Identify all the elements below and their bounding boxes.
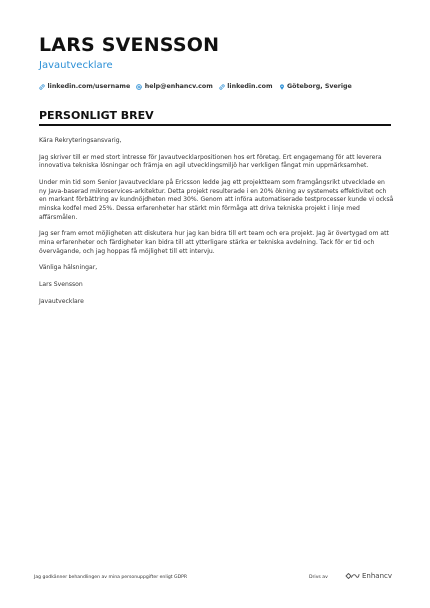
contact-location xyxy=(279,83,352,90)
header xyxy=(39,33,399,90)
letter-paragraph-intro: Jag skriver till er med stort intresse för Javautvecklarpositionen hos ert företag. Ert engagemang för att leverera innovativa tekniska lösningar och främja en agil utvecklingsmiljö har verkligen fångat min uppmärksamhet. xyxy=(39,153,382,170)
brand-link[interactable] xyxy=(345,572,392,580)
contact-location-text: Göteborg, Sverige xyxy=(287,83,352,90)
contact-row xyxy=(39,83,399,90)
gdpr-consent: Jag godkänner behandlingen av mina personuppgifter enligt GDPR xyxy=(34,575,188,580)
letter-closing: Vänliga hälsningar, xyxy=(39,264,98,272)
section-title: PERSONLIGT BREV xyxy=(39,110,391,126)
location-pin-icon xyxy=(279,84,285,90)
contact-email-text: help@enhancv.com xyxy=(144,83,213,90)
link-icon xyxy=(219,84,225,90)
at-icon xyxy=(136,84,142,90)
signature-name: Lars Svensson xyxy=(39,281,83,289)
contact-linkedin[interactable] xyxy=(219,83,273,90)
letter-body xyxy=(39,137,394,315)
applicant-name: LARS SVENSSON xyxy=(39,34,220,56)
signature-title: Javautvecklare xyxy=(39,297,84,305)
letter-paragraph-closing: Jag ser fram emot möjligheten att diskutera hur jag kan bidra till ert team och era projekt. Jag är övertygad om att mina erfarenheter och färdigheter kan bidra till att ytterligare stärka er tekniska avdelning. Tack för er tid och övervägande, och jag hoppas få möjlighet till ett intervju. xyxy=(39,230,389,255)
powered-by-label: Drivs av xyxy=(309,575,328,580)
contact-linkedin-username[interactable] xyxy=(39,83,130,90)
brand-name: Enhancv xyxy=(362,572,393,580)
enhancv-logo-icon xyxy=(345,572,360,580)
letter-salutation: Kära Rekryteringsansvarig, xyxy=(39,137,122,144)
footer xyxy=(34,571,404,585)
letter-paragraph-experience: Under min tid som Senior Javautvecklare på Ericsson ledde jag ett projektteam som framgångsrikt utvecklade en ny Java-baserad mikroservices-arkitektur. Detta projekt resulterade i en 20% ökning av systemets effektivitet och en markant förbättring av kundnöjdheten med 30%. Genom att införa automatiserade testprocesser kunde vi också minska kodfel med 25%. Dessa erfarenheter har stärkt min förmåga att driva tekniska projekt i linje med affärsmålen. xyxy=(39,179,394,221)
contact-linkedin-text: linkedin.com xyxy=(227,83,273,90)
applicant-role: Javautvecklare xyxy=(39,60,113,71)
contact-linkedin-username-text: linkedin.com/username xyxy=(47,83,131,90)
contact-email[interactable] xyxy=(136,83,213,90)
link-icon xyxy=(39,84,45,90)
